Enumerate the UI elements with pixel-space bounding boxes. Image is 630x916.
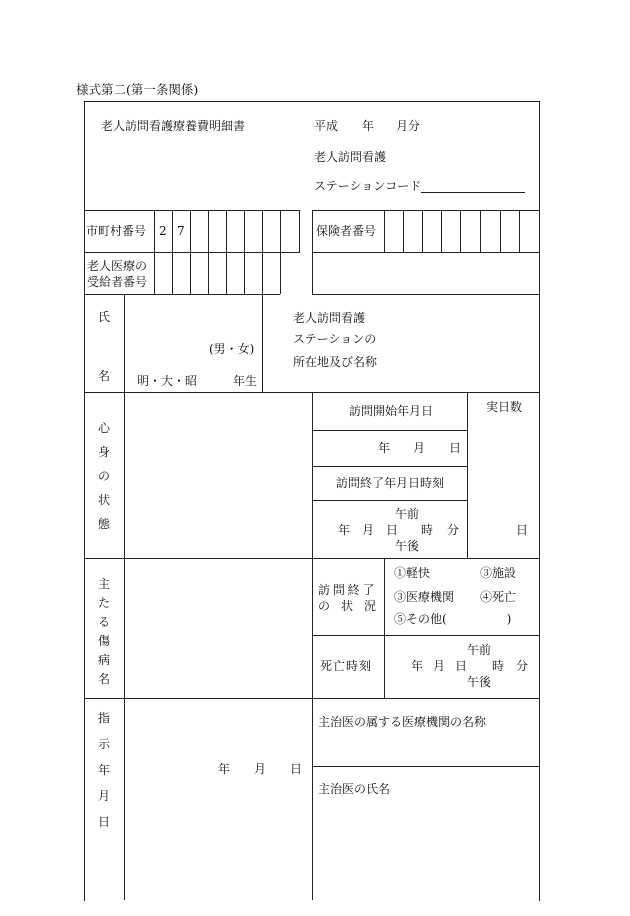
instruction-day: 日	[290, 762, 303, 776]
period-year: 年	[362, 119, 375, 133]
station-code-label-2: ステーションコード	[314, 179, 422, 193]
recipient-number-label-2: 受給者番号	[87, 275, 148, 289]
doctor-section-divider	[312, 766, 539, 767]
station-code-field[interactable]	[421, 192, 525, 193]
visit-start-month: 月	[413, 441, 426, 455]
instruction-year: 年	[218, 762, 231, 776]
status-option-3-hospital[interactable]: ③医療機関	[394, 590, 455, 604]
station-code-label-1: 老人訪問看護	[314, 150, 387, 164]
death-time-pm[interactable]: 午後	[467, 675, 492, 689]
period-era: 平成	[314, 119, 339, 133]
station-info-1: 老人訪問看護	[293, 311, 366, 325]
visit-start-day: 日	[449, 441, 462, 455]
doctor-name-label: 主治医の氏名	[318, 782, 391, 796]
municipality-digit-1: 2	[159, 224, 167, 238]
death-time-month: 月	[433, 659, 446, 673]
actual-days-unit: 日	[516, 523, 529, 537]
visit-start-year: 年	[378, 441, 391, 455]
municipality-number-label: 市町村番号	[86, 224, 147, 238]
gender-field[interactable]: (男・女)	[209, 342, 255, 356]
visit-start-label: 訪問開始年月日	[349, 404, 434, 418]
death-time-hour: 時	[492, 659, 505, 673]
death-time-minute: 分	[516, 659, 529, 673]
mental-state-label: 心 身 の 状 態	[97, 421, 110, 531]
visit-end-hour: 時	[421, 523, 434, 537]
doctor-institution-label: 主治医の属する医療機関の名称	[318, 715, 487, 729]
visit-end-pm[interactable]: 午後	[395, 539, 420, 553]
status-option-5[interactable]: ⑤その他( )	[394, 612, 512, 626]
visit-end-status-label-2: の 状 況	[318, 599, 376, 613]
status-option-1[interactable]: ①軽快	[394, 566, 431, 580]
visit-end-year: 年	[338, 523, 351, 537]
name-label-top: 氏	[98, 310, 111, 324]
actual-days-label: 実日数	[486, 400, 523, 414]
station-info-2: ステーションの	[293, 332, 377, 346]
status-option-4[interactable]: ④死亡	[480, 590, 517, 604]
birth-era-field[interactable]: 明・大・昭	[137, 374, 198, 388]
period-month: 月分	[396, 119, 421, 133]
municipality-digit-2: 7	[177, 224, 185, 238]
document-title: 老人訪問看護療養費明細書	[101, 119, 246, 133]
instruction-month: 月	[254, 762, 267, 776]
name-label-bottom: 名	[98, 369, 111, 383]
station-info-3: 所在地及び名称	[293, 355, 378, 369]
birth-year-suffix: 年生	[233, 374, 258, 388]
visit-end-label: 訪問終了年月日時刻	[336, 476, 445, 490]
death-time-year: 年	[411, 659, 424, 673]
death-time-day: 日	[455, 659, 468, 673]
death-time-am[interactable]: 午前	[467, 643, 492, 657]
visit-end-month: 月	[362, 523, 375, 537]
status-option-3-facility[interactable]: ③施設	[480, 566, 517, 580]
visit-end-day: 日	[386, 523, 399, 537]
visit-end-minute: 分	[447, 523, 460, 537]
form-title: 様式第二(第一条関係)	[76, 82, 199, 97]
visit-end-am[interactable]: 午前	[395, 507, 420, 521]
visit-end-status-label-1: 訪 問 終 了	[318, 583, 374, 597]
disease-label: 主 た る 傷 病 名	[97, 577, 110, 686]
death-time-label: 死亡時刻	[320, 659, 373, 673]
instruction-date-label: 指 示 年 月 日	[97, 711, 110, 829]
insurer-number-label: 保険者番号	[316, 224, 377, 238]
recipient-number-label-1: 老人医療の	[87, 259, 148, 273]
